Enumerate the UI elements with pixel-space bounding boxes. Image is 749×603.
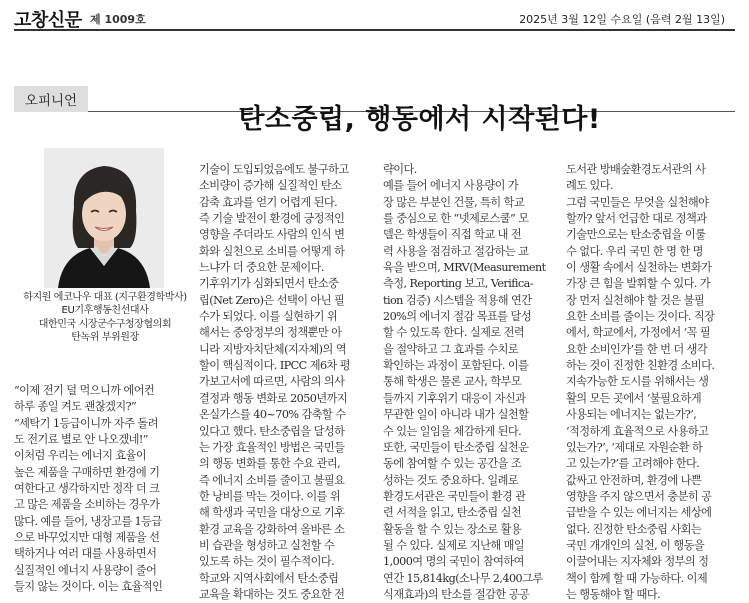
article-line: 립(Net Zero)은 선택이 아닌 필 <box>199 293 345 307</box>
article-line: 장 먼저 실천해야 할 것은 불필 <box>566 293 705 307</box>
article-line: 의 행동 변화를 통한 수요 관리, <box>199 457 341 471</box>
author-photo <box>44 148 164 288</box>
article-line: 요한 소비를 줄이는 것이다. 직장 <box>566 310 715 324</box>
article-line: 감축 효과를 얻기 어렵게 된다. <box>199 195 338 209</box>
article-line: 예를 들어 에너지 사용량이 가 <box>383 179 519 193</box>
caption-line: 하지원 에코나우 대표 (지구환경학박사) <box>23 292 187 303</box>
article-line: 련 서적을 읽고, 탄소중립 실천 <box>383 506 522 520</box>
article-line: 화와 실천으로 소비를 어떻게 하 <box>199 244 345 258</box>
article-line: 무관한 일이 아니라 내가 실천할 <box>383 408 529 422</box>
article-line: 성하는 것도 중요하다. 일례로 <box>383 473 519 487</box>
article-line: “세탁기 1등급이니까 자주 돌려 <box>14 416 158 430</box>
article-line: 많다. 예를 들어, 냉장고를 1등급 <box>14 514 162 528</box>
article-line: 에서, 학교에서, 가정에서 ‘꼭 필 <box>566 326 711 340</box>
article-line: 연간 15,814kg(소나무 2,400그루 <box>383 571 543 585</box>
article-line: 지속가능한 도시를 위해서는 생 <box>566 375 709 389</box>
article-line: 기술만으로는 탄소중립을 이룰 <box>566 228 706 242</box>
article-line: 사용되는 에너지는 없는가?’, <box>566 408 697 422</box>
article-line: tion 검증) 시스템을 적용해 연간 <box>383 293 532 307</box>
article-column-2 <box>199 162 376 601</box>
article-line: 육을 받으며, MRV(Measurement <box>383 261 546 275</box>
section-tag: 오피니언 <box>14 86 88 112</box>
article-line: 수 없다. 우리 국민 한 명 한 명 <box>566 244 703 258</box>
article-line: 소비량이 증가해 실질적인 탄소 <box>199 179 342 193</box>
article-line: 해서는 중앙정부의 정책뿐만 아 <box>199 326 342 340</box>
article-line: 환경 교육을 강화하여 올바른 소 <box>199 522 345 536</box>
article-line: 온실가스를 40~70% 감축할 수 <box>199 408 346 422</box>
article-column-1 <box>14 383 189 593</box>
article-line: 있는가?’, ‘제대로 자원순환 하 <box>566 440 703 454</box>
article-line: 들까지 기후위기 대응이 자신과 <box>383 391 526 405</box>
article-line: 20%의 에너지 절감 목표를 달성 <box>383 310 532 324</box>
headline: 탄소중립, 행동에서 시작된다! <box>238 104 601 135</box>
article-line: 장 많은 부분인 건물, 특히 학교 <box>383 195 525 209</box>
article-line: 여한다고 생각하지만 정작 더 크 <box>14 482 160 496</box>
article-line: 그럼 국민들은 무엇을 실천해야 <box>566 195 709 209</box>
caption-line: 탄녹위 부위원장 <box>71 331 139 343</box>
article-line: 이처럼 우리는 에너지 효율이 <box>14 449 147 463</box>
issue-number: 제 1009호 <box>90 13 146 26</box>
article-line: 식재효과)의 탄소를 절감한 공공 <box>383 587 530 601</box>
article-line: 급받을 수 있는 에너지는 세상에 <box>566 506 712 520</box>
caption-line: EU기후행동친선대사 <box>61 305 149 317</box>
article-line: 책이 함께 할 때 가능하다. 이제 <box>566 571 708 585</box>
article-line: 례도 있다. <box>566 179 614 193</box>
article-line: “이제 전기 덜 먹으니까 에어컨 <box>14 384 155 397</box>
article-line: 측정, Reporting 보고, Verifica- <box>383 277 533 291</box>
article-line: 즉 에너지 소비를 줄이고 불필요 <box>199 473 345 487</box>
issue-date: 2025년 3월 12일 수요일 (음력 2월 13일) <box>519 13 725 26</box>
article-line: 들지 않는 것이다. 이는 효율적인 <box>14 580 163 594</box>
article-line: 하루 종일 켜도 괜찮겠지?” <box>14 400 137 414</box>
article-line: 수가 되었다. 이를 실현하기 위 <box>199 310 338 324</box>
article-line: 할 수 있도록 한다. 실제로 전력 <box>383 326 525 340</box>
article-line: 비 습관을 형성하고 실천할 수 <box>199 538 335 552</box>
article-line: 이 생활 속에서 실천하는 변화가 <box>566 261 712 275</box>
article-line: 니라 지방자치단체(지자체)의 역 <box>199 342 346 356</box>
article-line: 활동을 할 수 있는 장소로 활용 <box>383 522 522 536</box>
article-line: 도서관 방배숲환경도서관의 사 <box>566 163 706 176</box>
article-line: 해 학생과 국민을 대상으로 기후 <box>199 506 345 520</box>
article-line: 느냐가 더 중요한 문제이다. <box>199 261 324 275</box>
article-line: 택하거나 여러 대를 사용하면서 <box>14 547 157 561</box>
article-line: 한 낭비를 막는 것이다. 이를 위 <box>199 489 341 503</box>
article-line: 1,000여 명의 국민이 참여하여 <box>383 555 524 569</box>
article-line: 없다. 진정한 탄소중립 사회는 <box>566 522 702 536</box>
article-line: 도 전기료 별로 안 나오겠네!” <box>14 433 148 447</box>
article-line: 기후위기가 심화되면서 탄소중 <box>199 277 339 291</box>
article-line: 또한, 국민들이 탄소중립 실천운 <box>383 440 529 454</box>
article-line: 학교와 지역사회에서 탄소중립 <box>199 571 339 585</box>
article-line: 델은 학생들이 직접 학교 내 전 <box>383 228 522 242</box>
article-line: 결정과 행동 변화로 2050년까지 <box>199 391 348 405</box>
article-line: 수 있는 일임을 체감하게 된다. <box>383 424 522 438</box>
article-line: 될 수 있다. 실제로 지난해 매일 <box>383 538 525 552</box>
newspaper-title: 고창신문 <box>14 10 82 31</box>
article-line: 높은 제품을 구매하면 환경에 기 <box>14 465 160 479</box>
article-line: 활의 모든 곳에서 ‘불필요하게 <box>566 391 702 405</box>
article-line: 는 행동해야 할 때다. <box>566 587 661 601</box>
article-line: 국민 개개인의 실천, 이 행동을 <box>566 538 705 552</box>
article-line: 환경도서관은 국민들이 환경 관 <box>383 489 526 503</box>
article-line: 고 있는가?’를 고려해야 한다. <box>566 457 700 471</box>
article-line: 영향을 주더라도 사람의 인식 변 <box>199 228 345 242</box>
masthead-rule <box>14 29 735 31</box>
portrait-image <box>44 148 164 288</box>
article-line: 할까? 앞서 언급한 대로 정책과 <box>566 212 707 226</box>
article-line: ‘적정하게 효율적으로 사용하고 <box>566 424 709 438</box>
article-line: 동에 참여할 수 있는 공간을 조 <box>383 457 522 471</box>
article-column-4 <box>566 162 741 601</box>
article-line: 있다고 했다. 탄소중립을 달성하 <box>199 424 345 438</box>
article-line: 있도록 하는 것이 필수적이다. <box>199 555 335 569</box>
caption-line: 대한민국 시장군수구청장협의회 <box>38 318 172 330</box>
article-line: 를 중심으로 한 “넷제로스쿨” 모 <box>383 212 529 226</box>
article-line: 즉 기술 발전이 환경에 긍정적인 <box>199 212 345 226</box>
article-line: 하는 것이 진정한 친환경 소비다. <box>566 359 715 373</box>
article-line: 가장 큰 힘을 발휘할 수 있다. 가 <box>566 277 711 291</box>
article-line: 값싸고 안전하며, 환경에 나쁜 <box>566 473 702 487</box>
article-line: 가보고서에 따르면, 사람의 의사 <box>199 375 345 389</box>
article-line: 영향을 주지 않으면서 충분히 공 <box>566 489 712 503</box>
article-line: 기술이 도입되었음에도 불구하고 <box>199 163 349 176</box>
article-line: 실질적인 에너지 사용량이 줄어 <box>14 563 157 577</box>
article-line: 으로 바꾸었지만 대형 제품을 선 <box>14 531 160 545</box>
article-line: 력 사용을 점검하고 절감하는 교 <box>383 244 529 258</box>
author-caption <box>20 291 190 344</box>
article-line: 고 많은 제품을 소비하는 경우가 <box>14 498 160 512</box>
article-line: 요한 소비인가’를 한 번 더 생각 <box>566 342 708 356</box>
article-line: 확인하는 과정이 포함된다. 이를 <box>383 359 529 373</box>
article-line: 을 절약하고 그 효과를 수치로 <box>383 342 519 356</box>
article-line: 교육을 확대하는 것도 중요한 전 <box>199 587 345 601</box>
article-column-3 <box>383 162 563 601</box>
article-line: 이끌어내는 지자체와 정부의 정 <box>566 555 709 569</box>
article-line: 할이 핵심적이다. IPCC 제6차 평 <box>199 359 351 373</box>
article-line: 통해 학생은 물론 교사, 학부모 <box>383 375 522 389</box>
article-line: 는 가장 효율적인 방법은 국민들 <box>199 440 345 454</box>
article-line: 략이다. <box>383 163 417 176</box>
